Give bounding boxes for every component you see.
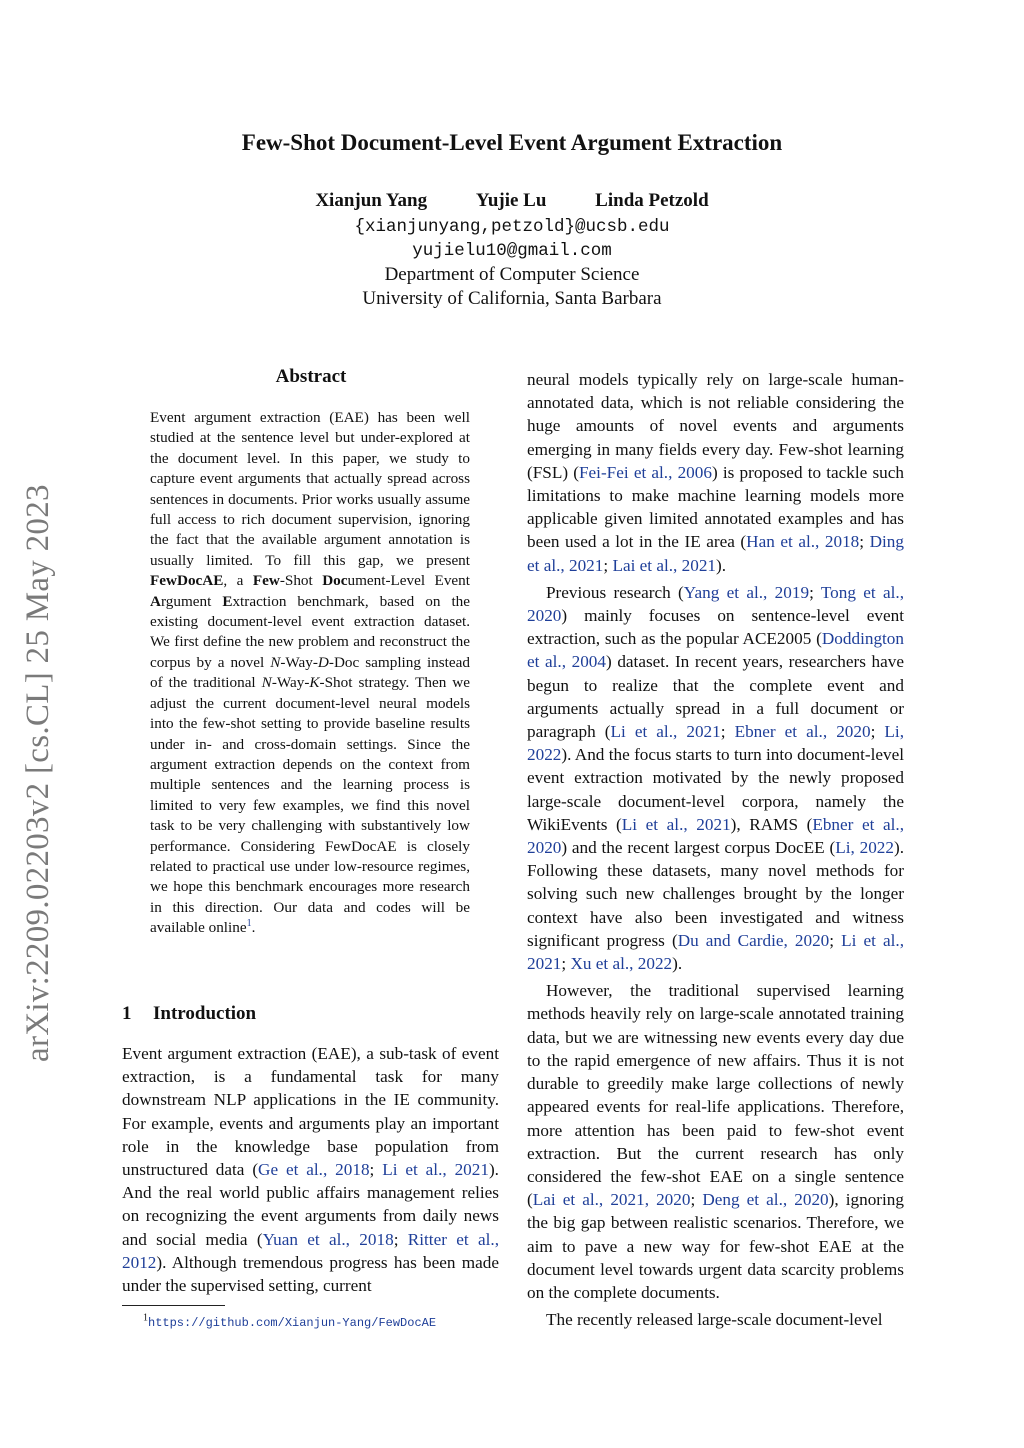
affiliation-department: Department of Computer Science bbox=[384, 264, 640, 285]
citation-link[interactable]: Li, 2022 bbox=[835, 838, 894, 858]
intro-left-column bbox=[122, 1042, 499, 1297]
citation-link[interactable]: Li et al., 2021 bbox=[610, 722, 721, 742]
author-name: Yujie Lu bbox=[475, 190, 547, 211]
citation-link[interactable]: Ge et al., 2018 bbox=[258, 1160, 370, 1180]
citation-link[interactable]: Li et al., 2021 bbox=[382, 1160, 489, 1180]
citation-link[interactable]: Fei-Fei et al., 2006 bbox=[578, 462, 712, 482]
paragraph: The recently released large-scale document-level bbox=[546, 1310, 883, 1330]
citation-link[interactable]: Lai et al., 2021 bbox=[612, 555, 717, 575]
affiliation-university: University of California, Santa Barbara bbox=[362, 288, 662, 309]
paragraph: Previous research (Yang et al., 2019; Tong et al., 2020) mainly focuses on sentence-level event extraction, such as the popular ACE2005 (Doddington et al., 2004) dataset. In recent years, researchers have begun to realize that the complete event and arguments actually spread in a full document or paragraph (Li et al., 2021; Ebner et al., 2020; Li, 2022). And the focus starts to turn into document-level event extraction motivated by the newly proposed large-scale document-level corpora, namely the WikiEvents (Li et al., 2021), RAMS (Ebner et al., 2020) and the recent largest corpus DocEE (Li, 2022). Following these datasets, many novel methods for solving such new challenges brought by the longer context have also been investigated and witness significant progress (Du and Cardie, 2020; Li et al., 2021; Xu et al., 2022). bbox=[527, 582, 905, 974]
author-email: yujielu10@gmail.com bbox=[412, 241, 612, 261]
citation-link[interactable]: Doddington et al., 2004 bbox=[527, 629, 904, 672]
footnote-divider bbox=[122, 1305, 225, 1306]
section-heading: 1 Introduction bbox=[122, 1003, 257, 1024]
abstract-body: Event argument extraction (EAE) has been well studied at the sentence level but under-explored at the document level. In this paper, we study to capture event arguments that actually spread across sentences in documents. Prior works usually assume full access to rich document supervision, ignoring the fact that the available argument annotation is usually limited. To fill this gap, we present FewDocAE, a Few-Shot Document-Level Event Argument Extraction benchmark, based on the existing document-level event extraction dataset. We first define the new problem and reconstruct the corpus by a novel N-Way-D-Doc sampling instead of the traditional N-Way-K-Shot strategy. Then we adjust the current document-level neural models into the few-shot setting to provide baseline results under in- and cross-domain settings. Since the argument extraction depends on the context from multiple sentences and the learning process is limited to very few examples, we find this novel task to be very challenging with substantively low performance. Considering FewDocAE is closely related to practical use under low-resource regimes, we hope this benchmark encourages more research in this direction. Our data and codes will be available online$^1$. bbox=[150, 409, 471, 937]
paper-title: Few-Shot Document-Level Event Argument Extraction bbox=[241, 130, 783, 155]
paragraph: However, the traditional supervised learning methods heavily rely on large-scale annotated training data, but we are witnessing new events every day due to the rapid emergence of new affairs. Thus it is not durable to greedily make large collections of newly appeared events for real-life applications. Therefore, more attention has been paid to few-shot event extraction. But the current research has only considered the few-shot EAE on a single sentence (Lai et al., 2021, 2020; Deng et al., 2020), ignoring the big gap between realistic scenarios. Therefore, we aim to pave a new way for few-shot EAE at the document level towards urgent data scarcity problems on the complete documents. bbox=[527, 981, 904, 1302]
intro-right-column bbox=[527, 368, 904, 1331]
citation-link[interactable]: Xu et al., 2022 bbox=[570, 954, 673, 974]
citation-link[interactable]: Han et al., 2018 bbox=[746, 532, 860, 552]
author-email: {xianjunyang,petzold}@ucsb.edu bbox=[354, 217, 670, 237]
citation-link[interactable]: Ebner et al., 2020 bbox=[527, 814, 904, 858]
citation-link[interactable]: Deng et al., 2020 bbox=[702, 1190, 829, 1210]
abstract-heading: Abstract bbox=[275, 366, 347, 387]
citation-link[interactable]: Ebner et al., 2020 bbox=[734, 722, 871, 742]
arxiv-stamp: arXiv:2209.02203v2 [cs.CL] 25 May 2023 bbox=[20, 484, 56, 1062]
citation-link[interactable]: Li et al., 2021 bbox=[527, 930, 904, 974]
citation-link[interactable]: Ding et al., 2021 bbox=[527, 532, 904, 575]
author-name: Linda Petzold bbox=[595, 190, 709, 211]
citation-link[interactable]: Lai et al., 2021, 2020 bbox=[532, 1190, 691, 1210]
citation-link[interactable]: Li, 2022 bbox=[527, 722, 904, 765]
footnote: $^1$https://github.com/Xianjun-Yang/FewDocAE bbox=[143, 1312, 437, 1330]
citation-link[interactable]: Yang et al., 2019 bbox=[683, 582, 810, 602]
citation-link[interactable]: Ritter et al., 2012 bbox=[122, 1229, 499, 1272]
paragraph: Event argument extraction (EAE), a sub-task of event extraction, is a fundamental task for many downstream NLP applications in the IE community. For example, events and arguments play an important role in the knowledge base population from unstructured data (Ge et al., 2018; Li et al., 2021). And the real world public affairs management relies on recognizing the event arguments from daily news and social media (Yuan et al., 2018; Ritter et al., 2012). Although tremendous progress has been made under the supervised setting, current bbox=[122, 1044, 499, 1296]
citation-link[interactable]: Du and Cardie, 2020 bbox=[677, 930, 830, 950]
paragraph: neural models typically rely on large-scale human-annotated data, which is not reliable considering the huge amounts of novel events and arguments emerging in many fields every day. Few-shot learning (FSL) (Fei-Fei et al., 2006) is proposed to tackle such limitations to make machine learning models more applicable given limited annotated examples and has been used a lot in the IE area (Han et al., 2018; Ding et al., 2021; Lai et al., 2021). bbox=[527, 370, 904, 575]
footnote-url-link[interactable]: https://github.com/Xianjun-Yang/FewDocAE bbox=[148, 1316, 437, 1330]
citation-link[interactable]: Li et al., 2021 bbox=[621, 814, 731, 834]
citation-link[interactable]: Yuan et al., 2018 bbox=[262, 1229, 394, 1249]
citation-link[interactable]: Tong et al., 2020 bbox=[527, 582, 904, 626]
author-list bbox=[0, 190, 1024, 212]
author-name: Xianjun Yang bbox=[315, 190, 428, 211]
footnote-marker[interactable]: 1 bbox=[246, 918, 252, 930]
